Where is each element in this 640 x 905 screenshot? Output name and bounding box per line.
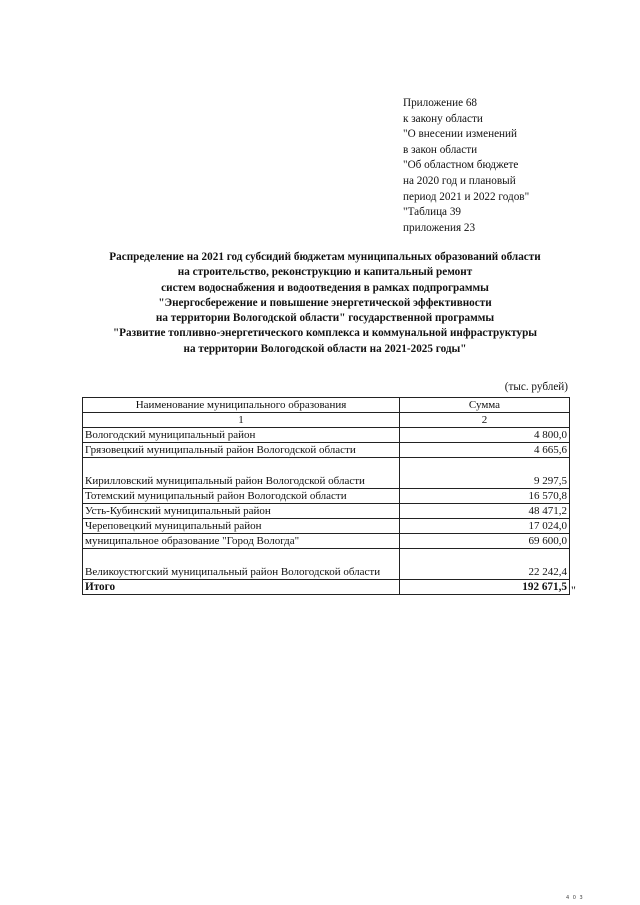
row-name: муниципальное образование "Город Вологда" <box>83 534 400 549</box>
column-number: 2 <box>400 413 570 428</box>
column-number: 1 <box>83 413 400 428</box>
document-title <box>60 250 590 357</box>
row-amount: 4 665,6 <box>400 443 570 458</box>
table-row <box>83 519 570 534</box>
row-amount: 9 297,5 <box>400 458 570 489</box>
title-line: систем водоснабжения и водоотведения в рамках подпрограммы <box>161 281 489 294</box>
page-mark: 4 0 3 <box>566 895 584 901</box>
title-line: "Энергосбережение и повышение энергетической эффективности <box>158 296 492 309</box>
appendix-line: "Таблица 39 <box>403 206 462 219</box>
row-name: Усть-Кубинский муниципальный район <box>83 504 400 519</box>
table-row <box>83 443 570 458</box>
row-amount: 16 570,8 <box>400 489 570 504</box>
table-header-row <box>83 398 570 413</box>
appendix-reference <box>403 96 623 236</box>
row-amount: 69 600,0 <box>400 534 570 549</box>
table-row <box>83 504 570 519</box>
appendix-line: в закон области <box>403 143 478 156</box>
appendix-line: период 2021 и 2022 годов" <box>403 190 530 203</box>
appendix-line: приложения 23 <box>403 221 476 234</box>
row-name: Кирилловский муниципальный район Вологодской области <box>83 458 400 489</box>
title-line: на территории Вологодской области" государственной программы <box>155 312 495 325</box>
table-row <box>83 428 570 443</box>
closing-quote: " <box>571 583 576 597</box>
total-label: Итого <box>83 580 400 595</box>
table-row <box>83 549 570 580</box>
units-label: (тыс. рублей) <box>504 381 568 393</box>
appendix-line: к закону области <box>403 112 483 125</box>
row-name: Вологодский муниципальный район <box>83 428 400 443</box>
table-row <box>83 534 570 549</box>
row-amount: 48 471,2 <box>400 504 570 519</box>
subsidy-table <box>82 397 570 595</box>
table-row <box>83 458 570 489</box>
title-line: на строительство, реконструкцию и капитальный ремонт <box>177 266 473 279</box>
title-line: Распределение на 2021 год субсидий бюджетам муниципальных образований области <box>109 251 541 263</box>
column-number-row <box>83 413 570 428</box>
total-row <box>83 580 570 595</box>
appendix-line: на 2020 год и плановый <box>403 174 516 187</box>
header-amount: Сумма <box>400 398 570 413</box>
row-amount: 22 242,4 <box>400 549 570 580</box>
appendix-line: "О внесении изменений <box>403 128 517 141</box>
row-name: Череповецкий муниципальный район <box>83 519 400 534</box>
row-name: Грязовецкий муниципальный район Вологодской области <box>83 443 400 458</box>
table-row <box>83 489 570 504</box>
header-name: Наименование муниципального образования <box>83 398 400 413</box>
appendix-line: Приложение 68 <box>403 97 478 109</box>
appendix-line: "Об областном бюджете <box>403 159 519 172</box>
title-line: на территории Вологодской области на 2021-2025 годы" <box>183 342 467 355</box>
row-amount: 17 024,0 <box>400 519 570 534</box>
row-amount: 4 800,0 <box>400 428 570 443</box>
total-amount: 192 671,5 <box>400 580 570 595</box>
title-line: "Развитие топливно-энергетического комплекса и коммунальной инфраструктуры <box>112 327 538 340</box>
row-name: Тотемский муниципальный район Вологодской области <box>83 489 400 504</box>
row-name: Великоустюгский муниципальный район Вологодской области <box>83 549 400 580</box>
